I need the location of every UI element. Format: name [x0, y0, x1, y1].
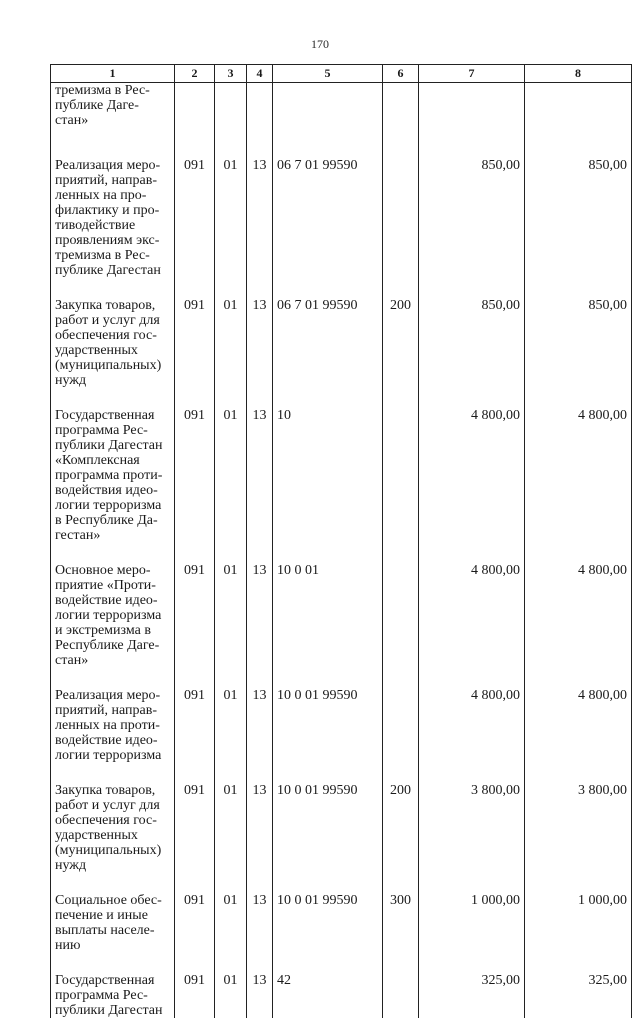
- ministry-code-cell: 091: [175, 408, 215, 563]
- table-row: [51, 973, 632, 1018]
- amount-year1-cell: 3 800,00: [419, 783, 525, 893]
- subsection-code-cell: 13: [247, 158, 273, 298]
- table-row: [51, 158, 632, 298]
- column-header: 8: [525, 65, 632, 83]
- section-code-cell: [215, 83, 247, 159]
- amount-year1-cell: [419, 83, 525, 159]
- target-article-cell: 42: [273, 973, 383, 1018]
- section-code-cell: 01: [215, 298, 247, 408]
- item-name-cell: Социальное обес- печение и иные выплаты населе- нию: [51, 893, 175, 973]
- ministry-code-cell: 091: [175, 783, 215, 893]
- section-code-cell: 01: [215, 158, 247, 298]
- subsection-code-cell: 13: [247, 688, 273, 783]
- expense-type-cell: [383, 973, 419, 1018]
- target-article-cell: 10 0 01 99590: [273, 688, 383, 783]
- page-number: 170: [0, 37, 640, 52]
- table-row: [51, 783, 632, 893]
- ministry-code-cell: 091: [175, 973, 215, 1018]
- item-name-cell: Государственная программа Рес- публики Дагестан: [51, 973, 175, 1018]
- subsection-code-cell: 13: [247, 893, 273, 973]
- amount-year2-cell: 4 800,00: [525, 563, 632, 688]
- subsection-code-cell: 13: [247, 563, 273, 688]
- expense-type-cell: [383, 408, 419, 563]
- amount-year2-cell: 850,00: [525, 298, 632, 408]
- table-header-row: [51, 65, 632, 83]
- section-code-cell: 01: [215, 563, 247, 688]
- section-code-cell: 01: [215, 688, 247, 783]
- table-row: [51, 298, 632, 408]
- subsection-code-cell: 13: [247, 783, 273, 893]
- ministry-code-cell: 091: [175, 563, 215, 688]
- ministry-code-cell: 091: [175, 893, 215, 973]
- expense-type-cell: [383, 563, 419, 688]
- column-header: 6: [383, 65, 419, 83]
- amount-year1-cell: 4 800,00: [419, 408, 525, 563]
- ministry-code-cell: 091: [175, 298, 215, 408]
- column-header: 7: [419, 65, 525, 83]
- item-name-cell: Реализация меро- приятий, направ- ленных на про- филактику и про- тиводействие проявлениям экс- тремизма в Рес- публике Дагестан: [51, 158, 175, 298]
- column-header: 5: [273, 65, 383, 83]
- item-name-cell: Закупка товаров, работ и услуг для обеспечения гос- ударственных (муниципальных) нужд: [51, 783, 175, 893]
- ministry-code-cell: [175, 83, 215, 159]
- expense-type-cell: [383, 688, 419, 783]
- amount-year1-cell: 850,00: [419, 298, 525, 408]
- amount-year1-cell: 4 800,00: [419, 688, 525, 783]
- target-article-cell: 10: [273, 408, 383, 563]
- table-row: [51, 408, 632, 563]
- column-header: 4: [247, 65, 273, 83]
- section-code-cell: 01: [215, 408, 247, 563]
- amount-year2-cell: 4 800,00: [525, 408, 632, 563]
- amount-year1-cell: 850,00: [419, 158, 525, 298]
- amount-year1-cell: 4 800,00: [419, 563, 525, 688]
- amount-year2-cell: 1 000,00: [525, 893, 632, 973]
- target-article-cell: 10 0 01: [273, 563, 383, 688]
- target-article-cell: 10 0 01 99590: [273, 893, 383, 973]
- ministry-code-cell: 091: [175, 688, 215, 783]
- item-name-cell: тремизма в Рес- публике Даге- стан»: [51, 83, 175, 159]
- table-row: [51, 563, 632, 688]
- item-name-cell: Закупка товаров, работ и услуг для обеспечения гос- ударственных (муниципальных) нужд: [51, 298, 175, 408]
- section-code-cell: 01: [215, 973, 247, 1018]
- column-header: 1: [51, 65, 175, 83]
- amount-year2-cell: [525, 83, 632, 159]
- expense-type-cell: 200: [383, 298, 419, 408]
- section-code-cell: 01: [215, 893, 247, 973]
- amount-year1-cell: 325,00: [419, 973, 525, 1018]
- target-article-cell: 10 0 01 99590: [273, 783, 383, 893]
- amount-year2-cell: 850,00: [525, 158, 632, 298]
- expense-type-cell: 200: [383, 783, 419, 893]
- item-name-cell: Реализация меро- приятий, направ- ленных на проти- водействие идео- логии терроризма: [51, 688, 175, 783]
- amount-year2-cell: 3 800,00: [525, 783, 632, 893]
- subsection-code-cell: 13: [247, 973, 273, 1018]
- subsection-code-cell: [247, 83, 273, 159]
- budget-table: [50, 64, 632, 1018]
- table-body: [51, 83, 632, 1018]
- subsection-code-cell: 13: [247, 298, 273, 408]
- column-header: 3: [215, 65, 247, 83]
- table-row: [51, 688, 632, 783]
- amount-year2-cell: 4 800,00: [525, 688, 632, 783]
- expense-type-cell: [383, 83, 419, 159]
- item-name-cell: Государственная программа Рес- публики Дагестан «Комплексная программа проти- водействия идео- логии терроризма в Республике Да- гестан»: [51, 408, 175, 563]
- target-article-cell: [273, 83, 383, 159]
- target-article-cell: 06 7 01 99590: [273, 298, 383, 408]
- target-article-cell: 06 7 01 99590: [273, 158, 383, 298]
- expense-type-cell: 300: [383, 893, 419, 973]
- expense-type-cell: [383, 158, 419, 298]
- subsection-code-cell: 13: [247, 408, 273, 563]
- table-row: [51, 893, 632, 973]
- ministry-code-cell: 091: [175, 158, 215, 298]
- item-name-cell: Основное меро- приятие «Проти- водействие идео- логии терроризма и экстремизма в Республике Даге- стан»: [51, 563, 175, 688]
- column-header: 2: [175, 65, 215, 83]
- amount-year1-cell: 1 000,00: [419, 893, 525, 973]
- amount-year2-cell: 325,00: [525, 973, 632, 1018]
- section-code-cell: 01: [215, 783, 247, 893]
- table-row: [51, 83, 632, 159]
